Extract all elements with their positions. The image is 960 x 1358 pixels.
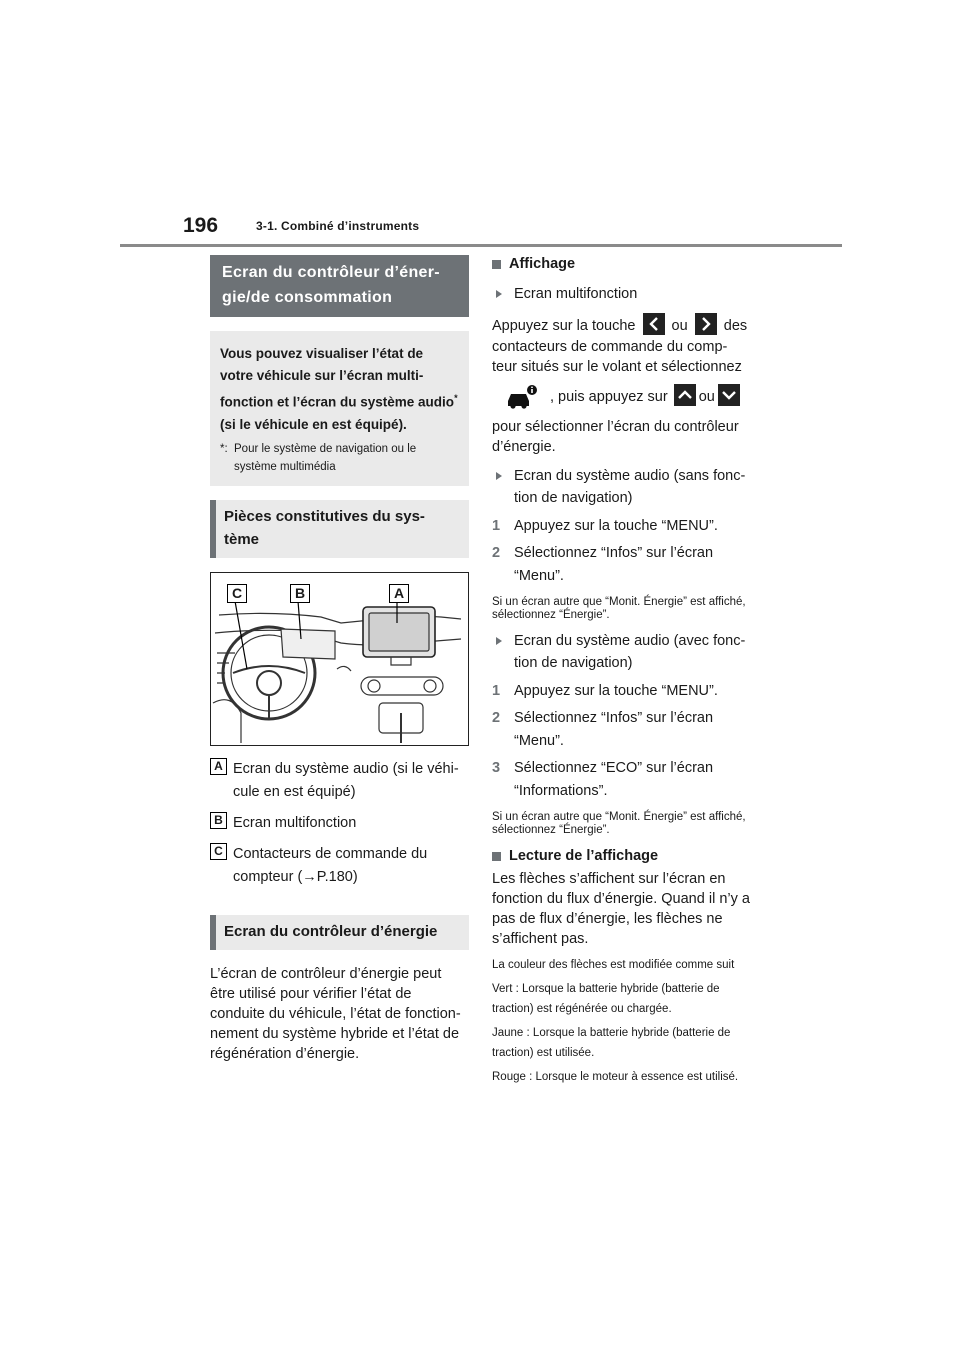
step [492, 707, 752, 753]
heading-text: Affichage [509, 256, 576, 272]
item-text: Ecran multifonction [514, 286, 638, 302]
square-bullet-icon [492, 852, 501, 861]
step-number: 3 [492, 760, 501, 776]
section-banner-energy-monitor-screen: Ecran du contrôleur d’énergie [210, 915, 469, 950]
intro-text-part: Vous pouvez visualiser l’état de votre véhicule sur l’écran multi-fonction et l’écran du système audio [220, 346, 455, 410]
item-audio-no-nav [492, 465, 752, 509]
legend-key: C [210, 843, 227, 860]
step-number: 2 [492, 710, 501, 726]
intro-box [210, 331, 469, 486]
step-number: 1 [492, 683, 501, 699]
chevron-left-icon [643, 313, 665, 335]
note: Si un écran autre que “Monit. Énergie” est affiché, sélectionnez “Énergie”. [492, 811, 746, 836]
dashboard-illustration [210, 572, 469, 746]
left-column [210, 255, 469, 1064]
intro-text-part: (si le véhicule en est équipé). [220, 416, 407, 432]
car-info-icon [504, 383, 538, 411]
legend-text: Ecran du système audio (si le véhi-cule en est équipé) [233, 760, 459, 800]
footnote-mark: *: [220, 442, 228, 455]
chevron-right-icon [695, 313, 717, 335]
step-text: Appuyez sur la touche “MENU”. [514, 518, 718, 534]
item-multifunction [492, 283, 752, 305]
square-bullet-icon [492, 260, 501, 269]
instruction-text-end: pour sélectionner l’écran du contrôleur d’énergie. [492, 419, 739, 455]
text-part: Appuyez sur la touche [492, 317, 636, 334]
color-intro: La couleur des flèches est modifiée comme suit [492, 959, 735, 971]
text-part: , puis appuyez sur [550, 389, 668, 405]
triangle-bullet-icon [496, 290, 502, 298]
step-number: 2 [492, 545, 501, 561]
item-text: Ecran du système audio (avec fonc-tion de navigation) [514, 633, 746, 671]
text-part: ou [671, 317, 688, 334]
footnote [220, 440, 459, 476]
legend-item-c [210, 843, 469, 889]
step-number: 1 [492, 518, 501, 534]
triangle-bullet-icon [496, 637, 502, 645]
legend-key: B [210, 812, 227, 829]
figure-label-b: B [290, 584, 310, 603]
step [492, 542, 752, 588]
energy-monitor-description: L’écran de contrôleur d’énergie peut être utilisé pour vérifier l’état de conduite du véhicule, l’état de fonction-nement du système hybride et l’état de régénération d’énergie. [210, 965, 461, 1062]
step-text: Sélectionnez “Infos” sur l’écran “Menu”. [514, 710, 714, 749]
heading-lecture [492, 845, 752, 867]
text-part: ou [698, 389, 715, 405]
legend-item-a [210, 758, 469, 804]
figure-label-c: C [227, 584, 247, 603]
legend-text: Ecran multifonction [233, 814, 357, 831]
step [492, 757, 752, 803]
step [492, 680, 752, 703]
color-yellow: Jaune : Lorsque la batterie hybride (batterie de traction) est utilisée. [492, 1027, 731, 1059]
heading-affichage [492, 253, 752, 275]
page-number: 196 [183, 214, 219, 237]
footnote-text: Pour le système de navigation ou le système multimédia [234, 442, 417, 473]
instruction-text [492, 315, 752, 377]
dashboard-drawing [211, 573, 468, 745]
section-banner-components: Pièces constitutives du sys-tème [210, 500, 469, 558]
step [492, 515, 752, 538]
car-icon-line [492, 383, 752, 411]
header-rule [120, 244, 842, 247]
step-text: Sélectionnez “ECO” sur l’écran “Informations”. [514, 760, 714, 799]
triangle-bullet-icon [496, 472, 502, 480]
right-column [492, 253, 752, 1087]
step-text: Appuyez sur la touche “MENU”. [514, 683, 718, 699]
section-banner-energy-monitor: Ecran du contrôleur d’éner-gie/de consommation [210, 255, 469, 317]
chevron-down-icon [718, 384, 740, 406]
lecture-text: Les flèches s’affichent sur l’écran en fonction du flux d’énergie. Quand il n’y a pas de flux d’énergie, les flèches ne s’affichent pas. [492, 871, 750, 947]
legend-text: Contacteurs de commande du compteur (→P.180) [233, 845, 428, 885]
intro-text [220, 343, 459, 436]
color-green: Vert : Lorsque la batterie hybride (batterie de traction) est régénérée ou chargée. [492, 983, 720, 1015]
item-text: Ecran du système audio (sans fonc-tion de navigation) [514, 468, 746, 506]
color-red: Rouge : Lorsque le moteur à essence est utilisé. [492, 1071, 739, 1083]
legend-item-b [210, 812, 469, 835]
figure-label-a: A [389, 584, 409, 603]
heading-text: Lecture de l’affichage [509, 848, 659, 864]
note: Si un écran autre que “Monit. Énergie” est affiché, sélectionnez “Énergie”. [492, 596, 746, 621]
text-part: des contacteurs de commande du comp-teur situés sur le volant et sélectionnez [492, 317, 748, 375]
step-text: Sélectionnez “Infos” sur l’écran “Menu”. [514, 545, 714, 584]
chevron-up-icon [674, 384, 696, 406]
asterisk: * [454, 393, 458, 403]
section-title: 3-1. Combiné d’instruments [256, 219, 420, 233]
item-audio-with-nav [492, 630, 752, 674]
legend-key: A [210, 758, 227, 775]
